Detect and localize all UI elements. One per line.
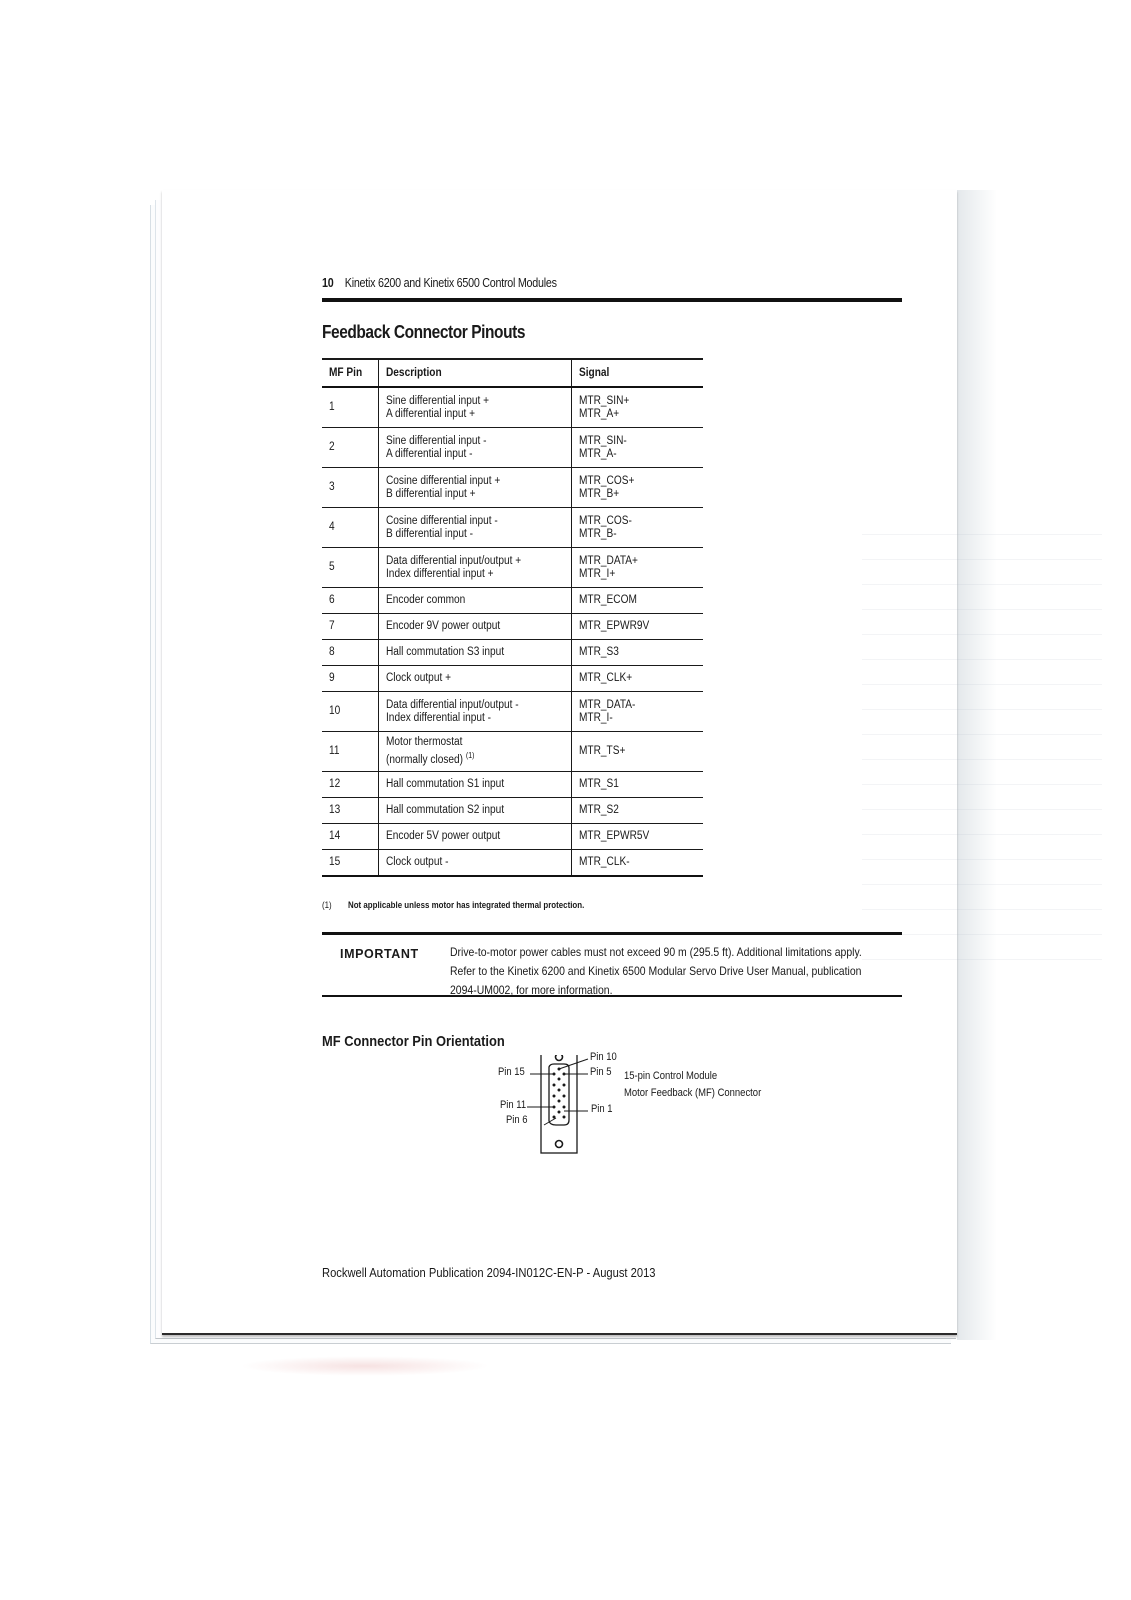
signal-cell: MTR_S2 <box>572 798 703 824</box>
table-footnote <box>322 900 584 910</box>
pin-cell: 8 <box>322 640 378 666</box>
table-row <box>322 614 703 640</box>
section-title: Feedback Connector Pinouts <box>322 322 526 342</box>
table-row <box>322 508 703 548</box>
signal-cell: MTR_EPWR5V <box>572 824 703 850</box>
footnote-mark: (1) <box>322 900 332 910</box>
description-cell: Encoder 5V power output <box>378 824 572 850</box>
pinout-table <box>322 358 703 877</box>
pin-cell: 5 <box>322 548 378 588</box>
pin-cell: 3 <box>322 468 378 508</box>
label-pin-10: Pin 10 <box>590 1051 617 1063</box>
table-row <box>322 588 703 614</box>
signal-cell: MTR_SIN- MTR_A- <box>572 428 703 468</box>
page-number: 10 <box>322 276 334 290</box>
pin-cell: 10 <box>322 692 378 732</box>
important-label: IMPORTANT <box>340 947 419 961</box>
column-header-description: Description <box>378 359 572 387</box>
pin-cell: 13 <box>322 798 378 824</box>
description-cell: Cosine differential input - B differential input - <box>378 508 572 548</box>
signal-cell: MTR_COS+ MTR_B+ <box>572 468 703 508</box>
signal-cell: MTR_EPWR9V <box>572 614 703 640</box>
description-cell: Data differential input/output - Index differential input - <box>378 692 572 732</box>
header-rule <box>322 298 902 302</box>
signal-cell: MTR_COS- MTR_B- <box>572 508 703 548</box>
column-header-pin: MF Pin <box>322 359 378 387</box>
connector-caption-line-1: 15-pin Control Module <box>624 1070 718 1082</box>
important-text <box>450 943 902 1000</box>
description-cell: Hall commutation S2 input <box>378 798 572 824</box>
signal-cell: MTR_CLK+ <box>572 666 703 692</box>
label-pin-6: Pin 6 <box>506 1114 528 1126</box>
pin-cell: 4 <box>322 508 378 548</box>
connector-diagram <box>498 1051 800 1155</box>
description-cell: Sine differential input - A differential input - <box>378 428 572 468</box>
table-row <box>322 798 703 824</box>
pin-cell: 6 <box>322 588 378 614</box>
table-row <box>322 824 703 850</box>
table-row <box>322 666 703 692</box>
important-line-3: , for more information. <box>510 983 613 997</box>
connector-caption-line-2: Motor Feedback (MF) Connector <box>624 1087 762 1099</box>
signal-cell: MTR_DATA- MTR_I- <box>572 692 703 732</box>
column-header-signal: Signal <box>572 359 703 387</box>
running-title: Kinetix 6200 and Kinetix 6500 Control Modules <box>344 276 557 290</box>
pin-cell: 14 <box>322 824 378 850</box>
table-row <box>322 468 703 508</box>
table-row <box>322 692 703 732</box>
description-cell: Cosine differential input + B differential input + <box>378 468 572 508</box>
pin-cell: 11 <box>322 732 378 772</box>
table-row <box>322 640 703 666</box>
signal-cell: MTR_TS+ <box>572 732 703 772</box>
label-pin-1: Pin 1 <box>591 1103 613 1115</box>
table-row <box>322 548 703 588</box>
table-row <box>322 428 703 468</box>
important-line-1: Drive-to-motor power cables must not exceed 90 m (295.5 ft). Additional limitations apply. <box>450 945 862 959</box>
publication-link[interactable]: 2094-UM002 <box>450 983 511 997</box>
table-row <box>322 387 703 428</box>
label-pin-11: Pin 11 <box>500 1099 527 1111</box>
signal-cell: MTR_S1 <box>572 772 703 798</box>
signal-cell: MTR_ECOM <box>572 588 703 614</box>
bleed-through-texture <box>862 510 1102 980</box>
signal-cell: MTR_S3 <box>572 640 703 666</box>
signal-cell: MTR_DATA+ MTR_I+ <box>572 548 703 588</box>
pin-cell: 1 <box>322 387 378 428</box>
description-cell: Hall commutation S3 input <box>378 640 572 666</box>
table-row <box>322 850 703 877</box>
important-notice <box>322 932 902 997</box>
signal-cell: MTR_CLK- <box>572 850 703 877</box>
signal-cell: MTR_SIN+ MTR_A+ <box>572 387 703 428</box>
description-cell: Clock output - <box>378 850 572 877</box>
label-pin-15: Pin 15 <box>498 1066 525 1078</box>
pin-cell: 12 <box>322 772 378 798</box>
pin-cell: 7 <box>322 614 378 640</box>
description-cell: Hall commutation S1 input <box>378 772 572 798</box>
pin-cell: 15 <box>322 850 378 877</box>
pin-cell: 9 <box>322 666 378 692</box>
table-row <box>322 772 703 798</box>
description-cell: Motor thermostat (normally closed) $^{(1)}$ <box>378 732 572 772</box>
footnote-text: Not applicable unless motor has integrated thermal protection. <box>347 900 585 910</box>
description-cell: Encoder 9V power output <box>378 614 572 640</box>
table-row <box>322 732 703 772</box>
connector-section-title: MF Connector Pin Orientation <box>322 1033 505 1050</box>
description-cell: Encoder common <box>378 588 572 614</box>
scan-smudge <box>240 1356 490 1376</box>
running-header <box>322 276 557 290</box>
description-cell: Sine differential input + A differential input + <box>378 387 572 428</box>
description-cell: Data differential input/output + Index differential input + <box>378 548 572 588</box>
table-header-row <box>322 359 703 387</box>
description-cell: Clock output + <box>378 666 572 692</box>
important-line-2: Refer to the Kinetix 6200 and Kinetix 6500 Modular Servo Drive User Manual, publication <box>450 964 862 978</box>
footnote-reference: (1) <box>465 751 475 761</box>
pin-cell: 2 <box>322 428 378 468</box>
label-pin-5: Pin 5 <box>590 1066 612 1078</box>
page-footer: Rockwell Automation Publication 2094-IN012C-EN-P - August 2013 <box>322 1265 656 1280</box>
